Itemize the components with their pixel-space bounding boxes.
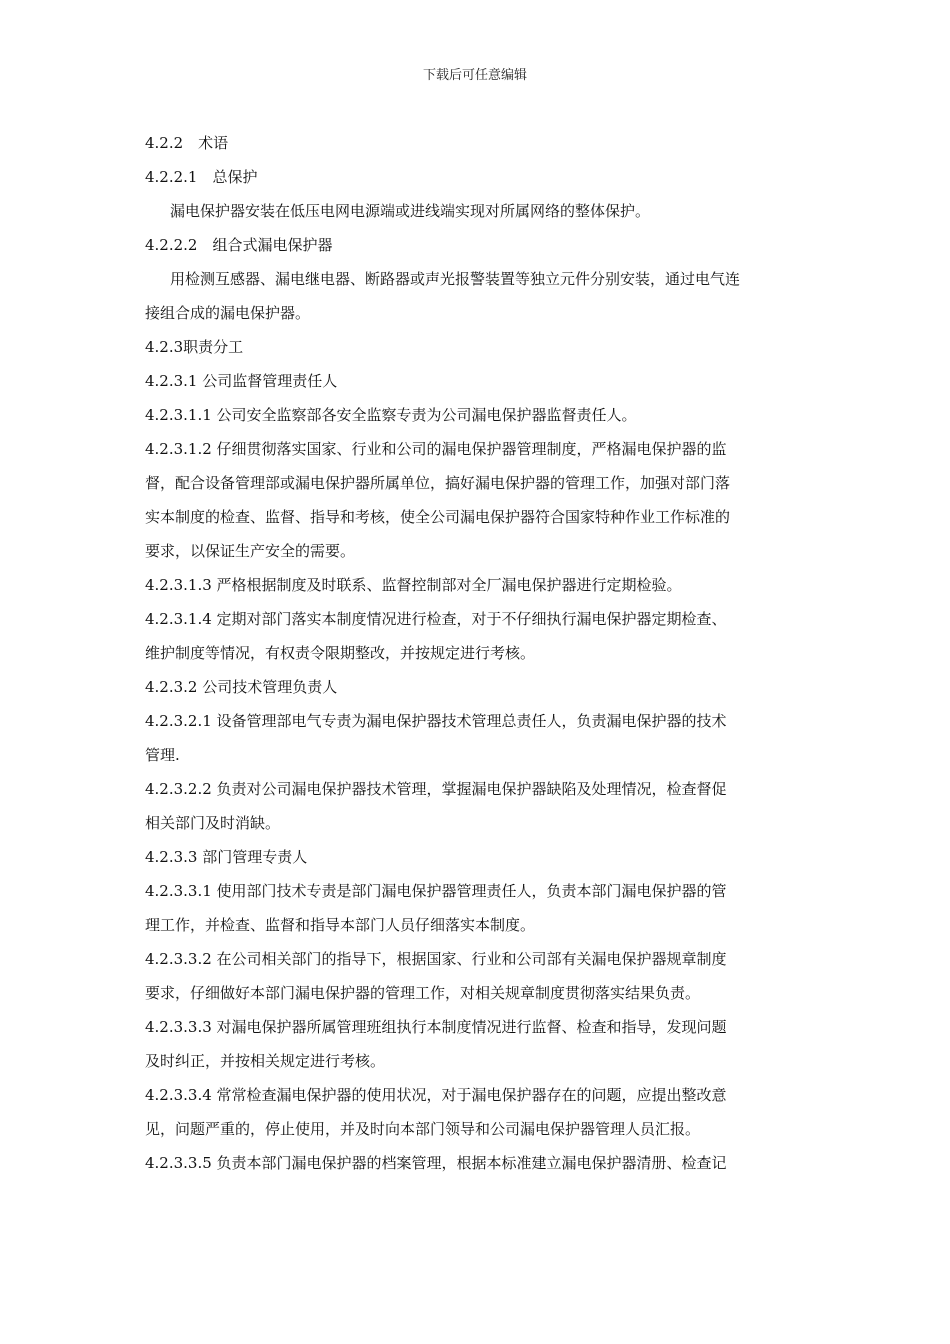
text-line: 要求，仔细做好本部门漏电保护器的管理工作，对相关规章制度贯彻落实结果负责。 [145, 984, 701, 1002]
text-line: 接组合成的漏电保护器。 [145, 304, 311, 322]
text-line: 相关部门及时消缺。 [145, 814, 281, 832]
text-line: 4.2.3.2 公司技术管理负责人 [145, 678, 338, 696]
text-line: 4.2.3.1 公司监督管理责任人 [145, 372, 338, 390]
text-line: 4.2.2.2 组合式漏电保护器 [145, 236, 333, 254]
text-line: 4.2.3.3.1 使用部门技术专责是部门漏电保护器管理责任人，负责本部门漏电保护器的管 [145, 882, 727, 900]
text-line: 4.2.3.3 部门管理专责人 [145, 848, 308, 866]
text-line: 4.2.3.1.4 定期对部门落实本制度情况进行检查，对于不仔细执行漏电保护器定期检查、 [145, 610, 727, 628]
text-line: 4.2.2 术语 [145, 134, 229, 152]
text-line: 4.2.3.3.2 在公司相关部门的指导下，根据国家、行业和公司部有关漏电保护器规章制度 [145, 950, 727, 968]
text-line: 见，问题严重的，停止使用，并及时向本部门领导和公司漏电保护器管理人员汇报。 [145, 1120, 701, 1138]
text-line: 4.2.3.2.2 负责对公司漏电保护器技术管理，掌握漏电保护器缺陷及处理情况，检查督促 [145, 780, 727, 798]
text-line: 督，配合设备管理部或漏电保护器所属单位，搞好漏电保护器的管理工作，加强对部门落 [145, 474, 731, 492]
text-line: 实本制度的检查、监督、指导和考核，使全公司漏电保护器符合国家特种作业工作标准的 [145, 508, 731, 526]
text-line: 4.2.3.3.4 常常检查漏电保护器的使用状况，对于漏电保护器存在的问题，应提出整改意 [145, 1086, 727, 1104]
text-line: 4.2.3.1.2 仔细贯彻落实国家、行业和公司的漏电保护器管理制度，严格漏电保护器的监 [145, 440, 727, 458]
text-line: 4.2.3.1.1 公司安全监察部各安全监察专责为公司漏电保护器监督责任人。 [145, 406, 637, 424]
text-line: 维护制度等情况，有权责令限期整改，并按规定进行考核。 [145, 644, 536, 662]
text-line: 理工作，并检查、监督和指导本部门人员仔细落实本制度。 [145, 916, 536, 934]
text-line: 4.2.3.1.3 严格根据制度及时联系、监督控制部对全厂漏电保护器进行定期检验。 [145, 576, 682, 594]
text-line: 管理. [145, 746, 180, 764]
text-line: 漏电保护器安装在低压电网电源端或进线端实现对所属网络的整体保护。 [170, 202, 651, 220]
text-line: 4.2.3.3.3 对漏电保护器所属管理班组执行本制度情况进行监督、检查和指导，发现问题 [145, 1018, 727, 1036]
document-body [145, 126, 805, 1180]
text-line: 及时纠正，并按相关规定进行考核。 [145, 1052, 386, 1070]
text-line: 用检测互感器、漏电继电器、断路器或声光报警装置等独立元件分别安装，通过电气连 [170, 270, 741, 288]
text-line: 4.2.3职责分工 [145, 338, 244, 356]
text-line: 要求，以保证生产安全的需要。 [145, 542, 356, 560]
text-line: 4.2.3.3.5 负责本部门漏电保护器的档案管理，根据本标准建立漏电保护器清册、检查记 [145, 1154, 727, 1172]
text-line: 4.2.3.2.1 设备管理部电气专责为漏电保护器技术管理总责任人，负责漏电保护器的技术 [145, 712, 727, 730]
page-header: 下载后可任意编辑 [422, 68, 527, 83]
text-line: 4.2.2.1 总保护 [145, 168, 258, 186]
